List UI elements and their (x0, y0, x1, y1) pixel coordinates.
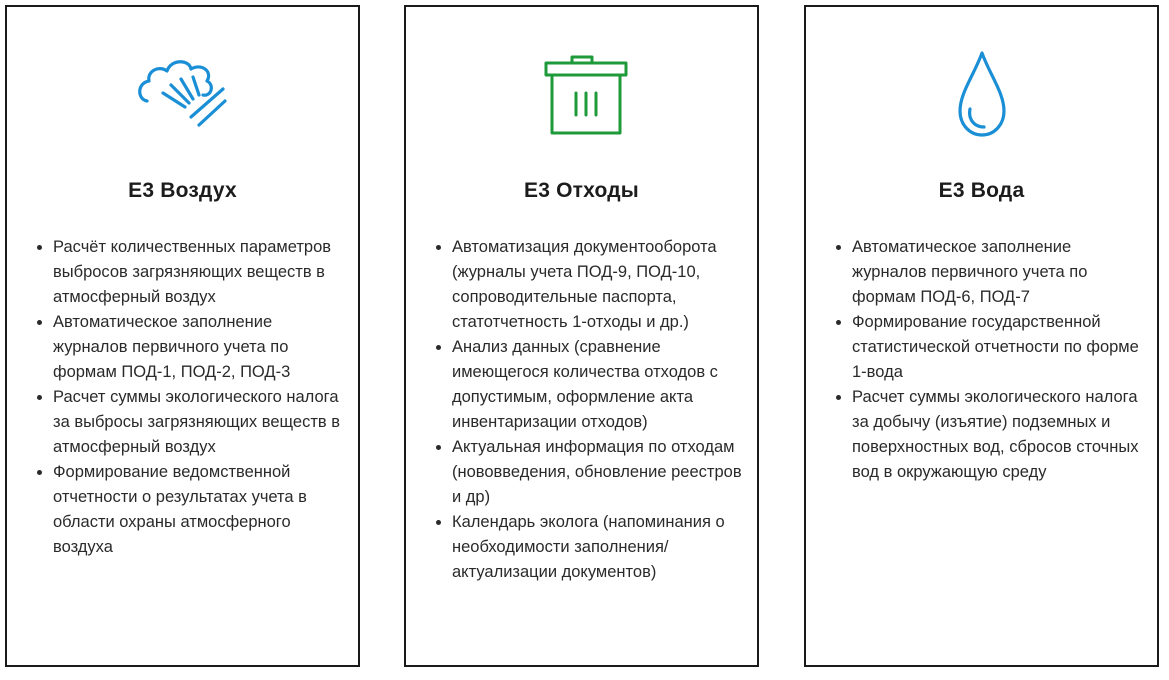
list-item: • Актуальная информация по отходам (нововведения, обновление реестров и др) (452, 435, 743, 510)
card-title: Е3 Воздух (128, 179, 237, 202)
card-waste (404, 5, 759, 667)
feature-list (832, 235, 1143, 485)
feature-list (432, 235, 743, 585)
list-item: • Анализ данных (сравнение имеющегося количества отходов с допустимым, оформление акта инвентаризации отходов) (452, 335, 743, 435)
card-air (5, 5, 360, 667)
water-drop-icon (806, 47, 1157, 147)
list-item: • Автоматическое заполнение журналов первичного учета по формам ПОД-1, ПОД-2, ПОД-3 (53, 310, 344, 385)
list-item: • Календарь эколога (напоминания о необходимости заполнения/ актуализации документов) (452, 510, 743, 585)
feature-list (33, 235, 344, 560)
list-item: • Расчет суммы экологического налога за добычу (изъятие) подземных и поверхностных вод, сбросов сточных вод в окружающую среду (852, 385, 1143, 485)
waste-bin-icon (406, 47, 757, 147)
list-item: • Формирование государственной статистической отчетности по форме 1-вода (852, 310, 1143, 385)
list-item: • Формирование ведомственной отчетности о результатах учета в области охраны атмосферного воздуха (53, 460, 344, 560)
card-title: Е3 Вода (938, 179, 1025, 202)
list-item: • Расчёт количественных параметров выбросов загрязняющих веществ в атмосферный воздух (53, 235, 344, 310)
card-water (804, 5, 1159, 667)
list-item: • Автоматическое заполнение журналов первичного учета по формам ПОД-6, ПОД-7 (852, 235, 1143, 310)
air-cloud-icon (7, 47, 358, 147)
list-item: • Автоматизация документооборота (журналы учета ПОД-9, ПОД-10, сопроводительные паспорта, статотчетность 1-отходы и др.) (452, 235, 743, 335)
list-item: • Расчет суммы экологического налога за выбросы загрязняющих веществ в атмосферный воздух (53, 385, 344, 460)
card-title: Е3 Отходы (524, 179, 639, 202)
